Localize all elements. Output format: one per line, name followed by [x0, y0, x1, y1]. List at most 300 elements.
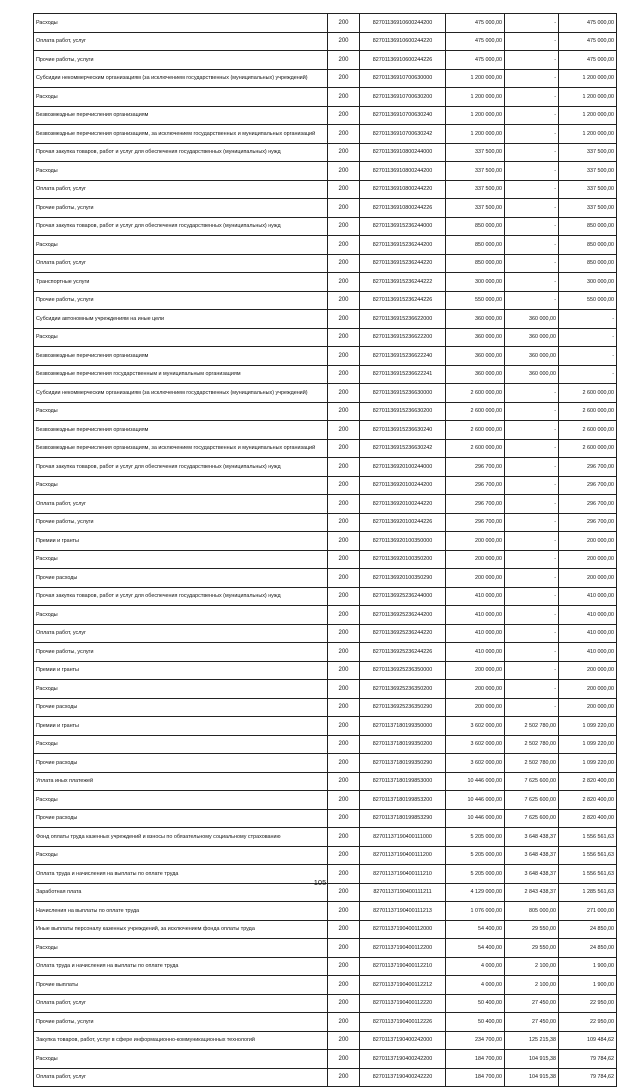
- table-row: [34, 550, 617, 569]
- cell-approved-amount: 4 129 000,00: [446, 883, 505, 902]
- cell-executed-amount: 2 502 780,00: [505, 717, 559, 736]
- cell-unexecuted-amount: 1 900,00: [559, 957, 617, 976]
- table-row: [34, 754, 617, 773]
- table-row: [34, 643, 617, 662]
- cell-executed-amount: -: [505, 162, 559, 181]
- cell-approved-amount: 410 000,00: [446, 643, 505, 662]
- cell-budget-code: 82701136915236630240: [360, 421, 446, 440]
- cell-unexecuted-amount: 337 500,00: [559, 199, 617, 218]
- cell-unexecuted-amount: 79 784,62: [559, 1068, 617, 1087]
- cell-name: Уплата иных платежей: [34, 772, 328, 791]
- cell-name: Фонд оплаты труда казенных учреждений и взносы по обязательному социальному страхованию: [34, 828, 328, 847]
- cell-line-code: 200: [328, 698, 360, 717]
- cell-budget-code: 82701136910700630240: [360, 106, 446, 125]
- cell-unexecuted-amount: 2 600 000,00: [559, 384, 617, 403]
- cell-approved-amount: 200 000,00: [446, 661, 505, 680]
- cell-unexecuted-amount: 1 556 561,63: [559, 865, 617, 884]
- table-row: [34, 1050, 617, 1069]
- table-row: [34, 254, 617, 273]
- cell-line-code: 200: [328, 643, 360, 662]
- cell-unexecuted-amount: 1 099 220,00: [559, 717, 617, 736]
- cell-line-code: 200: [328, 846, 360, 865]
- cell-executed-amount: 2 502 780,00: [505, 735, 559, 754]
- cell-unexecuted-amount: 300 000,00: [559, 273, 617, 292]
- table-row: [34, 347, 617, 366]
- cell-budget-code: 82701136915236244220: [360, 254, 446, 273]
- cell-executed-amount: 7 625 600,00: [505, 772, 559, 791]
- cell-name: Субсидии некоммерческим организациям (за исключением государственных (муниципальных) учреждений): [34, 69, 328, 88]
- table-row: [34, 328, 617, 347]
- cell-unexecuted-amount: 475 000,00: [559, 32, 617, 51]
- cell-line-code: 200: [328, 976, 360, 995]
- cell-unexecuted-amount: 337 500,00: [559, 180, 617, 199]
- cell-budget-code: 82701136915236244226: [360, 291, 446, 310]
- cell-line-code: 200: [328, 735, 360, 754]
- cell-line-code: 200: [328, 162, 360, 181]
- cell-name: Прочая закупка товаров, работ и услуг для обеспечения государственных (муниципальных) нужд: [34, 587, 328, 606]
- cell-line-code: 200: [328, 88, 360, 107]
- budget-execution-table: [33, 13, 617, 1087]
- cell-name: Расходы: [34, 328, 328, 347]
- cell-line-code: 200: [328, 1068, 360, 1087]
- cell-approved-amount: 475 000,00: [446, 14, 505, 33]
- cell-budget-code: 82701136915236244222: [360, 273, 446, 292]
- cell-executed-amount: 7 625 600,00: [505, 809, 559, 828]
- cell-unexecuted-amount: 200 000,00: [559, 698, 617, 717]
- cell-budget-code: 82701137190400242200: [360, 1050, 446, 1069]
- cell-executed-amount: -: [505, 291, 559, 310]
- cell-approved-amount: 337 500,00: [446, 143, 505, 162]
- cell-approved-amount: 4 000,00: [446, 957, 505, 976]
- table-row: [34, 772, 617, 791]
- cell-approved-amount: 360 000,00: [446, 310, 505, 329]
- cell-executed-amount: -: [505, 51, 559, 70]
- cell-name: Оплата работ, услуг: [34, 624, 328, 643]
- table-row: [34, 384, 617, 403]
- table-row: [34, 291, 617, 310]
- cell-executed-amount: -: [505, 69, 559, 88]
- cell-line-code: 200: [328, 291, 360, 310]
- cell-unexecuted-amount: 200 000,00: [559, 661, 617, 680]
- table-row: [34, 125, 617, 144]
- cell-executed-amount: 360 000,00: [505, 310, 559, 329]
- cell-line-code: 200: [328, 587, 360, 606]
- cell-line-code: 200: [328, 828, 360, 847]
- cell-budget-code: 82701136915236630242: [360, 439, 446, 458]
- table-row: [34, 532, 617, 551]
- cell-budget-code: 82701137190400112212: [360, 976, 446, 995]
- cell-unexecuted-amount: -: [559, 310, 617, 329]
- cell-approved-amount: 4 000,00: [446, 976, 505, 995]
- cell-executed-amount: -: [505, 606, 559, 625]
- cell-approved-amount: 360 000,00: [446, 347, 505, 366]
- cell-executed-amount: 2 843 438,37: [505, 883, 559, 902]
- cell-name: Заработная плата: [34, 883, 328, 902]
- table-row: [34, 902, 617, 921]
- cell-budget-code: 82701136915236244200: [360, 236, 446, 255]
- cell-unexecuted-amount: 296 700,00: [559, 476, 617, 495]
- cell-executed-amount: -: [505, 217, 559, 236]
- cell-budget-code: 82701137190400112226: [360, 1013, 446, 1032]
- cell-name: Прочие работы, услуги: [34, 199, 328, 218]
- cell-budget-code: 82701136920100350290: [360, 569, 446, 588]
- cell-line-code: 200: [328, 902, 360, 921]
- cell-approved-amount: 1 200 000,00: [446, 69, 505, 88]
- cell-name: Безвозмездные перечисления организациям: [34, 421, 328, 440]
- cell-name: Расходы: [34, 14, 328, 33]
- table-row: [34, 199, 617, 218]
- cell-approved-amount: 10 446 000,00: [446, 809, 505, 828]
- cell-name: Расходы: [34, 236, 328, 255]
- cell-name: Расходы: [34, 606, 328, 625]
- cell-budget-code: 82701136925236350200: [360, 680, 446, 699]
- cell-line-code: 200: [328, 717, 360, 736]
- cell-name: Оплата работ, услуг: [34, 1068, 328, 1087]
- cell-name: Прочая закупка товаров, работ и услуг для обеспечения государственных (муниципальных) нужд: [34, 217, 328, 236]
- cell-executed-amount: -: [505, 532, 559, 551]
- cell-budget-code: 82701136920100244226: [360, 513, 446, 532]
- cell-executed-amount: -: [505, 254, 559, 273]
- cell-line-code: 200: [328, 32, 360, 51]
- cell-name: Прочие работы, услуги: [34, 291, 328, 310]
- cell-name: Прочие работы, услуги: [34, 643, 328, 662]
- cell-approved-amount: 3 602 000,00: [446, 735, 505, 754]
- table-row: [34, 939, 617, 958]
- cell-unexecuted-amount: 79 784,62: [559, 1050, 617, 1069]
- cell-approved-amount: 2 600 000,00: [446, 402, 505, 421]
- table-row: [34, 680, 617, 699]
- cell-approved-amount: 410 000,00: [446, 624, 505, 643]
- table-row: [34, 809, 617, 828]
- cell-unexecuted-amount: 337 500,00: [559, 143, 617, 162]
- cell-budget-code: 82701137180199853290: [360, 809, 446, 828]
- cell-executed-amount: -: [505, 439, 559, 458]
- cell-executed-amount: -: [505, 495, 559, 514]
- cell-unexecuted-amount: 2 600 000,00: [559, 402, 617, 421]
- table-row: [34, 458, 617, 477]
- cell-line-code: 200: [328, 624, 360, 643]
- cell-unexecuted-amount: 1 099 220,00: [559, 754, 617, 773]
- cell-unexecuted-amount: 22 950,00: [559, 994, 617, 1013]
- cell-approved-amount: 360 000,00: [446, 365, 505, 384]
- cell-approved-amount: 3 602 000,00: [446, 717, 505, 736]
- cell-unexecuted-amount: 550 000,00: [559, 291, 617, 310]
- table-row: [34, 976, 617, 995]
- cell-unexecuted-amount: 410 000,00: [559, 643, 617, 662]
- cell-line-code: 200: [328, 772, 360, 791]
- cell-approved-amount: 54 400,00: [446, 939, 505, 958]
- cell-line-code: 200: [328, 1031, 360, 1050]
- cell-executed-amount: 805 000,00: [505, 902, 559, 921]
- cell-name: Расходы: [34, 846, 328, 865]
- cell-budget-code: 82701137190400111211: [360, 883, 446, 902]
- cell-approved-amount: 296 700,00: [446, 495, 505, 514]
- cell-line-code: 200: [328, 69, 360, 88]
- table-row: [34, 51, 617, 70]
- cell-unexecuted-amount: 1 285 561,63: [559, 883, 617, 902]
- cell-budget-code: 82701137190400112210: [360, 957, 446, 976]
- cell-executed-amount: 2 100,00: [505, 976, 559, 995]
- cell-unexecuted-amount: 1 200 000,00: [559, 88, 617, 107]
- cell-line-code: 200: [328, 458, 360, 477]
- table-row: [34, 217, 617, 236]
- cell-budget-code: 82701136915236244000: [360, 217, 446, 236]
- cell-executed-amount: -: [505, 587, 559, 606]
- cell-executed-amount: -: [505, 273, 559, 292]
- table-row: [34, 88, 617, 107]
- table-row: [34, 402, 617, 421]
- cell-approved-amount: 360 000,00: [446, 328, 505, 347]
- cell-executed-amount: 360 000,00: [505, 347, 559, 366]
- table-row: [34, 1013, 617, 1032]
- cell-budget-code: 82701136920100244220: [360, 495, 446, 514]
- cell-name: Расходы: [34, 1050, 328, 1069]
- cell-budget-code: 82701136910700630242: [360, 125, 446, 144]
- cell-approved-amount: 1 200 000,00: [446, 125, 505, 144]
- cell-line-code: 200: [328, 180, 360, 199]
- cell-executed-amount: 104 915,38: [505, 1050, 559, 1069]
- cell-budget-code: 82701137190400111213: [360, 902, 446, 921]
- cell-budget-code: 82701136910600244226: [360, 51, 446, 70]
- cell-executed-amount: -: [505, 402, 559, 421]
- cell-line-code: 200: [328, 273, 360, 292]
- cell-line-code: 200: [328, 809, 360, 828]
- cell-line-code: 200: [328, 384, 360, 403]
- cell-unexecuted-amount: -: [559, 365, 617, 384]
- table-row: [34, 828, 617, 847]
- cell-unexecuted-amount: 109 484,62: [559, 1031, 617, 1050]
- cell-unexecuted-amount: -: [559, 347, 617, 366]
- cell-unexecuted-amount: 2 820 400,00: [559, 772, 617, 791]
- report-sheet: [33, 13, 616, 1087]
- table-row: [34, 624, 617, 643]
- cell-budget-code: 82701136910800244000: [360, 143, 446, 162]
- cell-approved-amount: 1 200 000,00: [446, 88, 505, 107]
- cell-approved-amount: 850 000,00: [446, 254, 505, 273]
- cell-budget-code: 82701136910700630000: [360, 69, 446, 88]
- cell-executed-amount: 29 550,00: [505, 939, 559, 958]
- cell-executed-amount: -: [505, 421, 559, 440]
- cell-executed-amount: 2 100,00: [505, 957, 559, 976]
- cell-executed-amount: 104 915,38: [505, 1068, 559, 1087]
- cell-budget-code: 82701136910800244200: [360, 162, 446, 181]
- table-row: [34, 920, 617, 939]
- cell-name: Субсидии автономным учреждениям на иные цели: [34, 310, 328, 329]
- table-row: [34, 365, 617, 384]
- cell-budget-code: 82701136920100244000: [360, 458, 446, 477]
- cell-budget-code: 82701137180199350290: [360, 754, 446, 773]
- cell-approved-amount: 296 700,00: [446, 476, 505, 495]
- cell-approved-amount: 2 600 000,00: [446, 421, 505, 440]
- cell-name: Прочие работы, услуги: [34, 51, 328, 70]
- cell-budget-code: 82701137180199853200: [360, 791, 446, 810]
- cell-approved-amount: 2 600 000,00: [446, 384, 505, 403]
- cell-budget-code: 82701136925236244220: [360, 624, 446, 643]
- cell-approved-amount: 5 205 000,00: [446, 865, 505, 884]
- cell-budget-code: 82701136925236244200: [360, 606, 446, 625]
- cell-budget-code: 82701136925236350000: [360, 661, 446, 680]
- table-row: [34, 791, 617, 810]
- cell-name: Расходы: [34, 735, 328, 754]
- cell-line-code: 200: [328, 883, 360, 902]
- cell-budget-code: 82701137190400242000: [360, 1031, 446, 1050]
- cell-executed-amount: -: [505, 661, 559, 680]
- cell-executed-amount: -: [505, 513, 559, 532]
- cell-name: Закупка товаров, работ, услуг в сфере информационно-коммуникационных технологий: [34, 1031, 328, 1050]
- cell-line-code: 200: [328, 957, 360, 976]
- cell-line-code: 200: [328, 606, 360, 625]
- cell-executed-amount: -: [505, 199, 559, 218]
- cell-executed-amount: -: [505, 180, 559, 199]
- table-row: [34, 476, 617, 495]
- cell-unexecuted-amount: 410 000,00: [559, 587, 617, 606]
- cell-name: Транспортные услуги: [34, 273, 328, 292]
- cell-name: Прочие расходы: [34, 569, 328, 588]
- cell-unexecuted-amount: 410 000,00: [559, 606, 617, 625]
- cell-approved-amount: 300 000,00: [446, 273, 505, 292]
- cell-approved-amount: 10 446 000,00: [446, 791, 505, 810]
- cell-unexecuted-amount: 1 099 220,00: [559, 735, 617, 754]
- cell-executed-amount: -: [505, 680, 559, 699]
- cell-line-code: 200: [328, 865, 360, 884]
- table-row: [34, 439, 617, 458]
- cell-approved-amount: 1 076 000,00: [446, 902, 505, 921]
- cell-approved-amount: 475 000,00: [446, 32, 505, 51]
- cell-unexecuted-amount: 410 000,00: [559, 624, 617, 643]
- cell-line-code: 200: [328, 495, 360, 514]
- cell-approved-amount: 200 000,00: [446, 532, 505, 551]
- cell-name: Иные выплаты персоналу казенных учреждений, за исключением фонда оплаты труда: [34, 920, 328, 939]
- cell-line-code: 200: [328, 476, 360, 495]
- cell-executed-amount: 3 648 438,37: [505, 846, 559, 865]
- cell-approved-amount: 10 446 000,00: [446, 772, 505, 791]
- cell-unexecuted-amount: 475 000,00: [559, 51, 617, 70]
- cell-line-code: 200: [328, 328, 360, 347]
- cell-unexecuted-amount: 1 900,00: [559, 976, 617, 995]
- cell-line-code: 200: [328, 365, 360, 384]
- cell-approved-amount: 337 500,00: [446, 180, 505, 199]
- cell-unexecuted-amount: 2 600 000,00: [559, 439, 617, 458]
- cell-line-code: 200: [328, 125, 360, 144]
- cell-name: Прочие расходы: [34, 809, 328, 828]
- cell-line-code: 200: [328, 513, 360, 532]
- cell-budget-code: 82701136915236622200: [360, 328, 446, 347]
- cell-approved-amount: 5 205 000,00: [446, 828, 505, 847]
- cell-unexecuted-amount: 850 000,00: [559, 236, 617, 255]
- cell-approved-amount: 54 400,00: [446, 920, 505, 939]
- cell-name: Оплата работ, услуг: [34, 994, 328, 1013]
- cell-line-code: 200: [328, 310, 360, 329]
- cell-approved-amount: 234 700,00: [446, 1031, 505, 1050]
- cell-executed-amount: 125 215,38: [505, 1031, 559, 1050]
- table-row: [34, 698, 617, 717]
- cell-line-code: 200: [328, 236, 360, 255]
- cell-budget-code: 82701137190400111210: [360, 865, 446, 884]
- cell-executed-amount: 3 648 438,37: [505, 828, 559, 847]
- cell-unexecuted-amount: 337 500,00: [559, 162, 617, 181]
- table-row: [34, 957, 617, 976]
- cell-name: Прочая закупка товаров, работ и услуг для обеспечения государственных (муниципальных) нужд: [34, 458, 328, 477]
- cell-line-code: 200: [328, 402, 360, 421]
- cell-line-code: 200: [328, 791, 360, 810]
- cell-approved-amount: 200 000,00: [446, 550, 505, 569]
- table-row: [34, 735, 617, 754]
- cell-executed-amount: -: [505, 236, 559, 255]
- cell-approved-amount: 296 700,00: [446, 513, 505, 532]
- cell-approved-amount: 200 000,00: [446, 698, 505, 717]
- cell-name: Прочая закупка товаров, работ и услуг для обеспечения государственных (муниципальных) нужд: [34, 143, 328, 162]
- table-body: [34, 14, 617, 1087]
- cell-unexecuted-amount: 2 820 400,00: [559, 791, 617, 810]
- cell-approved-amount: 337 500,00: [446, 162, 505, 181]
- table-row: [34, 106, 617, 125]
- cell-name: Прочие выплаты: [34, 976, 328, 995]
- cell-budget-code: 82701136910700630200: [360, 88, 446, 107]
- table-row: [34, 180, 617, 199]
- cell-unexecuted-amount: 1 556 561,63: [559, 846, 617, 865]
- cell-name: Прочие расходы: [34, 754, 328, 773]
- table-row: [34, 846, 617, 865]
- cell-line-code: 200: [328, 199, 360, 218]
- cell-budget-code: 82701136910800244220: [360, 180, 446, 199]
- cell-budget-code: 82701136915236630200: [360, 402, 446, 421]
- cell-line-code: 200: [328, 532, 360, 551]
- cell-line-code: 200: [328, 347, 360, 366]
- table-row: [34, 661, 617, 680]
- cell-unexecuted-amount: 296 700,00: [559, 458, 617, 477]
- cell-line-code: 200: [328, 217, 360, 236]
- table-row: [34, 717, 617, 736]
- cell-name: Расходы: [34, 88, 328, 107]
- table-row: [34, 1068, 617, 1087]
- cell-name: Расходы: [34, 791, 328, 810]
- cell-name: Начисления на выплаты по оплате труда: [34, 902, 328, 921]
- cell-executed-amount: -: [505, 143, 559, 162]
- table-row: [34, 569, 617, 588]
- cell-unexecuted-amount: 200 000,00: [559, 680, 617, 699]
- cell-approved-amount: 410 000,00: [446, 587, 505, 606]
- cell-approved-amount: 475 000,00: [446, 51, 505, 70]
- table-row: [34, 421, 617, 440]
- cell-line-code: 200: [328, 550, 360, 569]
- table-row: [34, 32, 617, 51]
- cell-budget-code: 82701137190400111000: [360, 828, 446, 847]
- cell-budget-code: 82701137190400112200: [360, 939, 446, 958]
- cell-budget-code: 82701137190400111200: [360, 846, 446, 865]
- cell-approved-amount: 550 000,00: [446, 291, 505, 310]
- cell-executed-amount: 360 000,00: [505, 365, 559, 384]
- cell-name: Премии и гранты: [34, 717, 328, 736]
- table-row: [34, 513, 617, 532]
- cell-line-code: 200: [328, 254, 360, 273]
- cell-name: Оплата работ, услуг: [34, 180, 328, 199]
- cell-executed-amount: 27 450,00: [505, 1013, 559, 1032]
- cell-executed-amount: -: [505, 624, 559, 643]
- cell-budget-code: 82701136920100350000: [360, 532, 446, 551]
- cell-budget-code: 82701137180199350200: [360, 735, 446, 754]
- cell-executed-amount: -: [505, 458, 559, 477]
- table-row: [34, 69, 617, 88]
- cell-name: Оплата труда и начисления на выплаты по оплате труда: [34, 957, 328, 976]
- cell-name: Оплата работ, услуг: [34, 495, 328, 514]
- cell-unexecuted-amount: 475 000,00: [559, 14, 617, 33]
- table-row: [34, 14, 617, 33]
- table-row: [34, 994, 617, 1013]
- cell-line-code: 200: [328, 661, 360, 680]
- cell-approved-amount: 200 000,00: [446, 569, 505, 588]
- cell-name: Оплата работ, услуг: [34, 32, 328, 51]
- cell-unexecuted-amount: 850 000,00: [559, 217, 617, 236]
